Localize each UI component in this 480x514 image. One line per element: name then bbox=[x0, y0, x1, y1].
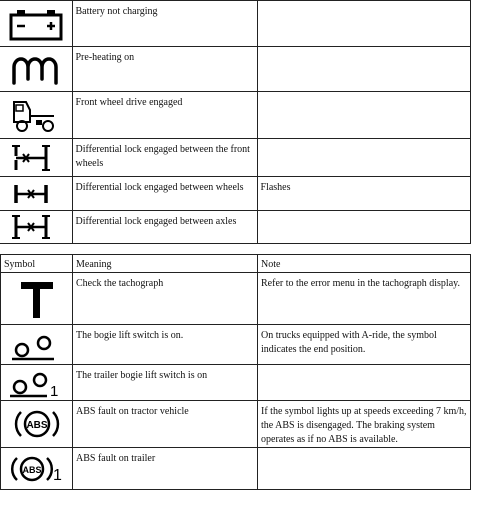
table-row bbox=[0, 1, 470, 47]
note-cell bbox=[257, 47, 470, 92]
symbol-cell bbox=[0, 177, 72, 211]
abs-label: ABS bbox=[21, 464, 42, 475]
table-row bbox=[0, 139, 470, 177]
diff-lock-axles-icon bbox=[6, 213, 66, 241]
meaning-cell: ABS fault on tractor vehicle bbox=[73, 401, 258, 448]
note-cell bbox=[258, 365, 471, 401]
meaning-cell: ABS fault on trailer bbox=[73, 448, 258, 490]
note-cell bbox=[257, 92, 470, 139]
symbol-cell bbox=[1, 365, 73, 401]
meaning-cell: Differential lock engaged between the front wheels bbox=[72, 139, 257, 177]
meaning-cell: Check the tachograph bbox=[73, 273, 258, 325]
note-cell: If the symbol lights up at speeds exceeding 7 km/h, the ABS is disengaged. The braking system operates as if no ABS is available. bbox=[258, 401, 471, 448]
table-row bbox=[1, 365, 471, 401]
symbol-cell bbox=[1, 401, 73, 448]
meaning-cell: The bogie lift switch is on. bbox=[73, 325, 258, 365]
tachograph-icon bbox=[7, 276, 67, 322]
note-cell: Refer to the error menu in the tachograph display. bbox=[258, 273, 471, 325]
meaning-cell: The trailer bogie lift switch is on bbox=[73, 365, 258, 401]
trailer-bogie-lift-icon bbox=[7, 367, 67, 399]
header-note: Note bbox=[258, 255, 471, 273]
bogie-lift-icon bbox=[7, 328, 67, 362]
front-wheel-drive-icon bbox=[6, 96, 66, 134]
meaning-cell: Battery not charging bbox=[72, 1, 257, 47]
symbol-cell bbox=[0, 47, 72, 92]
header-meaning: Meaning bbox=[73, 255, 258, 273]
symbol-cell bbox=[0, 139, 72, 177]
warning-symbols-table-2 bbox=[0, 254, 471, 490]
diff-lock-front-wheels-icon bbox=[6, 142, 66, 174]
meaning-cell: Differential lock engaged between wheels bbox=[72, 177, 257, 211]
abs-tractor-icon bbox=[7, 403, 67, 445]
table-row bbox=[0, 177, 470, 211]
table-row bbox=[1, 273, 471, 325]
table-row bbox=[1, 401, 471, 448]
trailer-index-label: 1 bbox=[49, 382, 58, 399]
table-row bbox=[1, 448, 471, 490]
note-cell bbox=[257, 139, 470, 177]
table-row bbox=[0, 92, 470, 139]
meaning-cell: Pre-heating on bbox=[72, 47, 257, 92]
table-row bbox=[0, 211, 470, 244]
abs-label: ABS bbox=[25, 420, 48, 431]
meaning-cell: Front wheel drive engaged bbox=[72, 92, 257, 139]
symbol-cell bbox=[0, 1, 72, 47]
note-cell bbox=[257, 1, 470, 47]
table-row bbox=[0, 47, 470, 92]
note-cell: Flashes bbox=[257, 177, 470, 211]
warning-symbols-table-1 bbox=[0, 0, 471, 244]
note-cell bbox=[257, 211, 470, 244]
table-header-row bbox=[1, 255, 471, 273]
abs-trailer-icon bbox=[7, 449, 67, 489]
battery-icon bbox=[6, 6, 66, 42]
table-row bbox=[1, 325, 471, 365]
header-symbol: Symbol bbox=[1, 255, 73, 273]
symbol-cell bbox=[1, 325, 73, 365]
diff-lock-wheels-icon bbox=[6, 181, 66, 207]
note-cell bbox=[258, 448, 471, 490]
preheating-coil-icon bbox=[6, 51, 66, 87]
symbol-cell bbox=[0, 92, 72, 139]
symbol-cell bbox=[1, 448, 73, 490]
symbol-cell bbox=[0, 211, 72, 244]
trailer-index-label: 1 bbox=[52, 466, 62, 484]
symbol-cell bbox=[1, 273, 73, 325]
note-cell: On trucks equipped with A-ride, the symbol indicates the end position. bbox=[258, 325, 471, 365]
meaning-cell: Differential lock engaged between axles bbox=[72, 211, 257, 244]
